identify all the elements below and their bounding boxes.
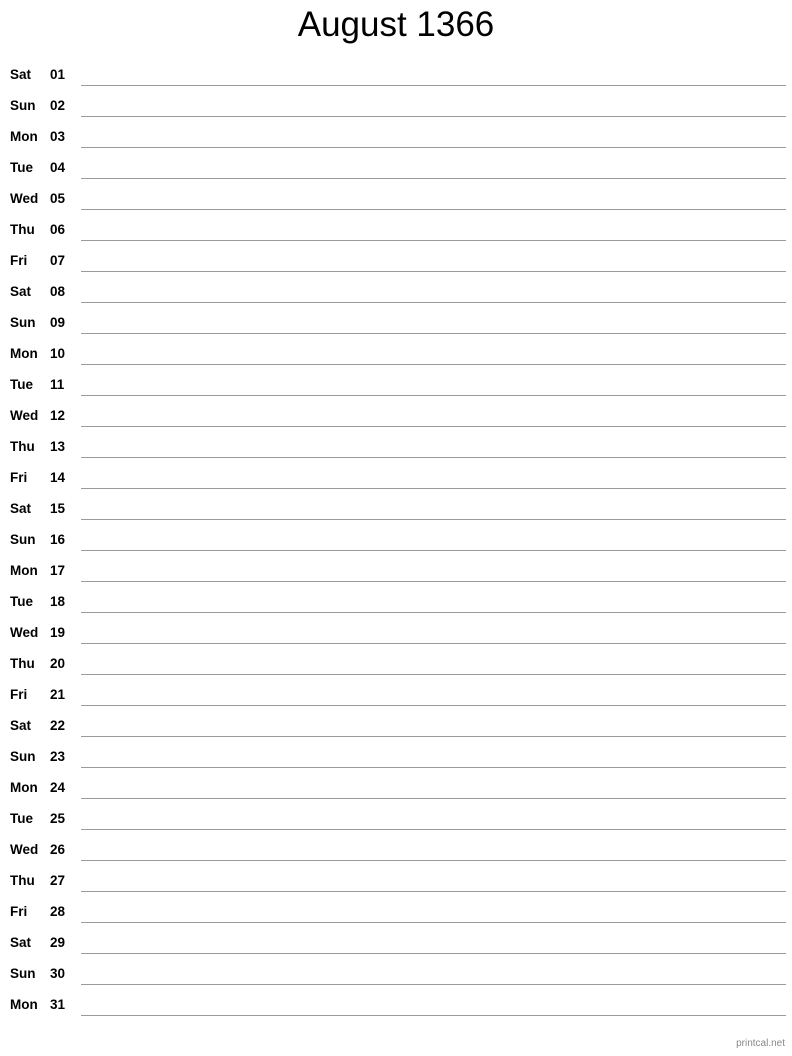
calendar-row bbox=[0, 560, 792, 591]
note-line bbox=[81, 736, 786, 737]
note-line bbox=[81, 240, 786, 241]
calendar-row bbox=[0, 529, 792, 560]
date-number: 02 bbox=[50, 98, 66, 113]
date-number: 26 bbox=[50, 842, 66, 857]
calendar-row bbox=[0, 715, 792, 746]
calendar-row bbox=[0, 405, 792, 436]
date-number: 11 bbox=[50, 377, 65, 392]
note-line bbox=[81, 364, 786, 365]
date-number: 20 bbox=[50, 656, 66, 671]
calendar-row bbox=[0, 622, 792, 653]
note-line bbox=[81, 767, 786, 768]
calendar-row bbox=[0, 994, 792, 1025]
note-line bbox=[81, 550, 786, 551]
note-line bbox=[81, 488, 786, 489]
weekday-label: Mon bbox=[10, 563, 38, 578]
date-number: 04 bbox=[50, 160, 66, 175]
note-line bbox=[81, 643, 786, 644]
date-number: 10 bbox=[50, 346, 66, 361]
date-number: 08 bbox=[50, 284, 66, 299]
note-line bbox=[81, 1015, 786, 1016]
date-number: 27 bbox=[50, 873, 66, 888]
weekday-label: Tue bbox=[10, 160, 33, 175]
weekday-label: Fri bbox=[10, 253, 28, 268]
calendar-row bbox=[0, 126, 792, 157]
calendar-row bbox=[0, 95, 792, 126]
note-line bbox=[81, 302, 786, 303]
weekday-label: Sun bbox=[10, 315, 36, 330]
note-line bbox=[81, 674, 786, 675]
note-line bbox=[81, 705, 786, 706]
date-number: 28 bbox=[50, 904, 66, 919]
calendar-row bbox=[0, 343, 792, 374]
calendar-row bbox=[0, 467, 792, 498]
weekday-label: Sat bbox=[10, 935, 32, 950]
note-line bbox=[81, 922, 786, 923]
date-number: 15 bbox=[50, 501, 66, 516]
weekday-label: Sat bbox=[10, 67, 32, 82]
calendar-row bbox=[0, 498, 792, 529]
note-line bbox=[81, 829, 786, 830]
calendar-row bbox=[0, 436, 792, 467]
weekday-label: Sun bbox=[10, 966, 36, 981]
calendar-row bbox=[0, 746, 792, 777]
weekday-label: Mon bbox=[10, 997, 38, 1012]
weekday-label: Wed bbox=[10, 191, 39, 206]
date-number: 19 bbox=[50, 625, 66, 640]
date-number: 25 bbox=[50, 811, 66, 826]
note-line bbox=[81, 891, 786, 892]
date-number: 13 bbox=[50, 439, 66, 454]
calendar-row bbox=[0, 684, 792, 715]
weekday-label: Sat bbox=[10, 718, 32, 733]
note-line bbox=[81, 860, 786, 861]
calendar-row bbox=[0, 870, 792, 901]
weekday-label: Thu bbox=[10, 222, 35, 237]
date-number: 16 bbox=[50, 532, 66, 547]
calendar-row bbox=[0, 808, 792, 839]
note-line bbox=[81, 984, 786, 985]
calendar-row bbox=[0, 374, 792, 405]
weekday-label: Sat bbox=[10, 284, 32, 299]
weekday-label: Mon bbox=[10, 780, 38, 795]
note-line bbox=[81, 116, 786, 117]
weekday-label: Wed bbox=[10, 625, 39, 640]
note-line bbox=[81, 209, 786, 210]
weekday-label: Fri bbox=[10, 687, 28, 702]
date-number: 30 bbox=[50, 966, 66, 981]
weekday-label: Tue bbox=[10, 594, 33, 609]
weekday-label: Sun bbox=[10, 532, 36, 547]
note-line bbox=[81, 85, 786, 86]
note-line bbox=[81, 953, 786, 954]
weekday-label: Sat bbox=[10, 501, 32, 516]
date-number: 14 bbox=[50, 470, 66, 485]
calendar-row bbox=[0, 839, 792, 870]
date-number: 03 bbox=[50, 129, 66, 144]
date-number: 09 bbox=[50, 315, 66, 330]
calendar-row bbox=[0, 653, 792, 684]
weekday-label: Fri bbox=[10, 470, 28, 485]
weekday-label: Thu bbox=[10, 439, 35, 454]
weekday-label: Tue bbox=[10, 377, 33, 392]
calendar-row bbox=[0, 312, 792, 343]
date-number: 21 bbox=[50, 687, 66, 702]
weekday-label: Wed bbox=[10, 842, 39, 857]
note-line bbox=[81, 612, 786, 613]
note-line bbox=[81, 581, 786, 582]
weekday-label: Wed bbox=[10, 408, 39, 423]
date-number: 01 bbox=[50, 67, 66, 82]
calendar-row bbox=[0, 591, 792, 622]
weekday-label: Fri bbox=[10, 904, 28, 919]
weekday-label: Mon bbox=[10, 346, 38, 361]
calendar-row bbox=[0, 157, 792, 188]
date-number: 12 bbox=[50, 408, 66, 423]
date-number: 17 bbox=[50, 563, 66, 578]
note-line bbox=[81, 457, 786, 458]
calendar-row bbox=[0, 777, 792, 808]
page-title: August 1366 bbox=[297, 5, 495, 44]
note-line bbox=[81, 519, 786, 520]
weekday-label: Tue bbox=[10, 811, 33, 826]
date-number: 05 bbox=[50, 191, 66, 206]
date-number: 31 bbox=[50, 997, 66, 1012]
note-line bbox=[81, 333, 786, 334]
note-line bbox=[81, 271, 786, 272]
date-number: 07 bbox=[50, 253, 66, 268]
weekday-label: Thu bbox=[10, 656, 35, 671]
calendar-row bbox=[0, 188, 792, 219]
attribution-text: printcal.net bbox=[736, 1038, 785, 1049]
calendar-row bbox=[0, 64, 792, 95]
weekday-label: Mon bbox=[10, 129, 38, 144]
calendar-row bbox=[0, 932, 792, 963]
date-number: 29 bbox=[50, 935, 66, 950]
calendar-row bbox=[0, 281, 792, 312]
note-line bbox=[81, 426, 786, 427]
weekday-label: Sun bbox=[10, 749, 36, 764]
calendar-row bbox=[0, 250, 792, 281]
weekday-label: Thu bbox=[10, 873, 35, 888]
note-line bbox=[81, 147, 786, 148]
calendar-row bbox=[0, 901, 792, 932]
note-line bbox=[81, 178, 786, 179]
date-number: 18 bbox=[50, 594, 66, 609]
date-number: 23 bbox=[50, 749, 66, 764]
date-number: 24 bbox=[50, 780, 66, 795]
calendar-row bbox=[0, 219, 792, 250]
calendar-rows bbox=[0, 64, 792, 1025]
date-number: 22 bbox=[50, 718, 66, 733]
date-number: 06 bbox=[50, 222, 66, 237]
weekday-label: Sun bbox=[10, 98, 36, 113]
note-line bbox=[81, 395, 786, 396]
calendar-row bbox=[0, 963, 792, 994]
note-line bbox=[81, 798, 786, 799]
